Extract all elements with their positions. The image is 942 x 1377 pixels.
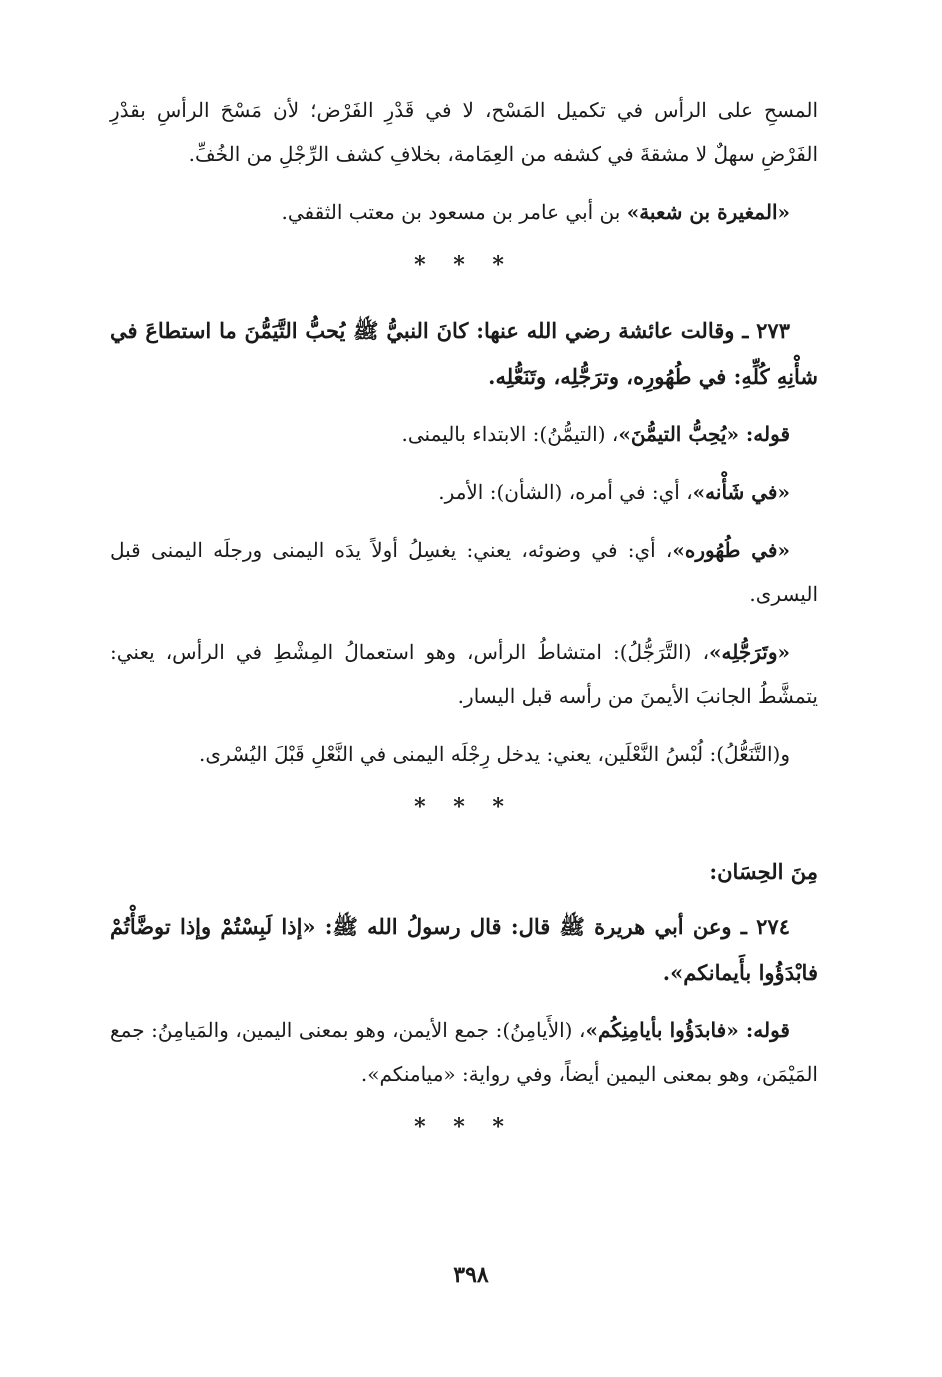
note-term: قوله: «يُحِبُّ التيمُّنَ» bbox=[618, 422, 790, 446]
note-text: بن أبي عامر بن مسعود بن معتب الثقفي. bbox=[281, 200, 627, 224]
note-term: «وتَرَجُّلِه» bbox=[709, 640, 790, 664]
note-text: ، أي: في أمره، (الشأن): الأمر. bbox=[438, 480, 693, 504]
note-273-1 bbox=[110, 412, 818, 456]
hadith-274: ٢٧٤ ـ وعن أبي هريرة ﷺ قال: قال رسولُ الله ﷺ: «إذا لَبِسْتُمْ وإذا توضَّأْتُمْ فابْدَؤُوا بأَيمانكم». bbox=[110, 914, 818, 985]
note-term: قوله: «فابدَؤُوا بأيامِنِكُم» bbox=[585, 1018, 790, 1042]
note-term: «في طُهُوره» bbox=[672, 538, 790, 562]
note-text: ، (التَّرَجُّلُ): امتشاطُ الرأس، وهو استعمالُ المِشْطِ في الرأس، يعني: يتمشَّطُ الجانبَ الأيمنَ من رأسه قبل اليسار. bbox=[110, 640, 818, 708]
note-term: «في شَأْنه» bbox=[692, 480, 790, 504]
note-mughira bbox=[110, 190, 818, 234]
note-text: ، (التيمُّنُ): الابتداء باليمنى. bbox=[401, 422, 619, 446]
note-text: و(التَّنَعُّلُ): لُبْسُ النَّعْلَين، يعني: يدخل رِجْلَه اليمنى في النَّعْلِ قَبْلَ اليُسْرى. bbox=[199, 742, 790, 766]
hadith-273: ٢٧٣ ـ وقالت عائشة رضي الله عنها: كانَ النبيُّ ﷺ يُحبُّ التَّيَمُّنَ ما استطاعَ في شأْنِهِ كُلِّهِ: في طُهُورِه، وترَجُّلِه، وتَنَعُّلِه. bbox=[110, 318, 818, 389]
page-body bbox=[110, 88, 818, 1170]
note-273-4 bbox=[110, 630, 818, 718]
note-text: ، أي: في وضوئه، يعني: يغسِلُ أولاً يدَه اليمنى ورجلَه اليمنى قبل اليسرى. bbox=[110, 538, 818, 606]
note-273-5 bbox=[110, 732, 818, 776]
page-number: ٣٩٨ bbox=[453, 1262, 489, 1288]
note-term: «المغيرة بن شعبة» bbox=[626, 200, 790, 224]
note-273-3 bbox=[110, 528, 818, 616]
note-text: ، (الأَيامِنُ): جمع الأيمن، وهو بمعنى اليمين، والمَيامِنُ: جمع المَيْمَن، وهو بمعنى اليمين أيضاً، وفي رواية: «ميامنكم». bbox=[110, 1018, 818, 1086]
separator: * * * bbox=[414, 252, 514, 278]
note-274 bbox=[110, 1008, 818, 1096]
separator: * * * bbox=[414, 794, 514, 820]
top-paragraph: المسحِ على الرأس في تكميل المَسْح، لا في قَدْرِ الفَرْض؛ لأن مَسْحَ الرأسِ بقدْرِ الفَرْضِ سهلٌ لا مشقةَ في كشفه من العِمَامة، بخلافِ كشف الرِّجْلِ من الخُفِّ. bbox=[110, 98, 818, 166]
separator: * * * bbox=[414, 1114, 514, 1140]
section-heading: مِنَ الحِسَان: bbox=[709, 859, 818, 884]
note-273-2 bbox=[110, 470, 818, 514]
